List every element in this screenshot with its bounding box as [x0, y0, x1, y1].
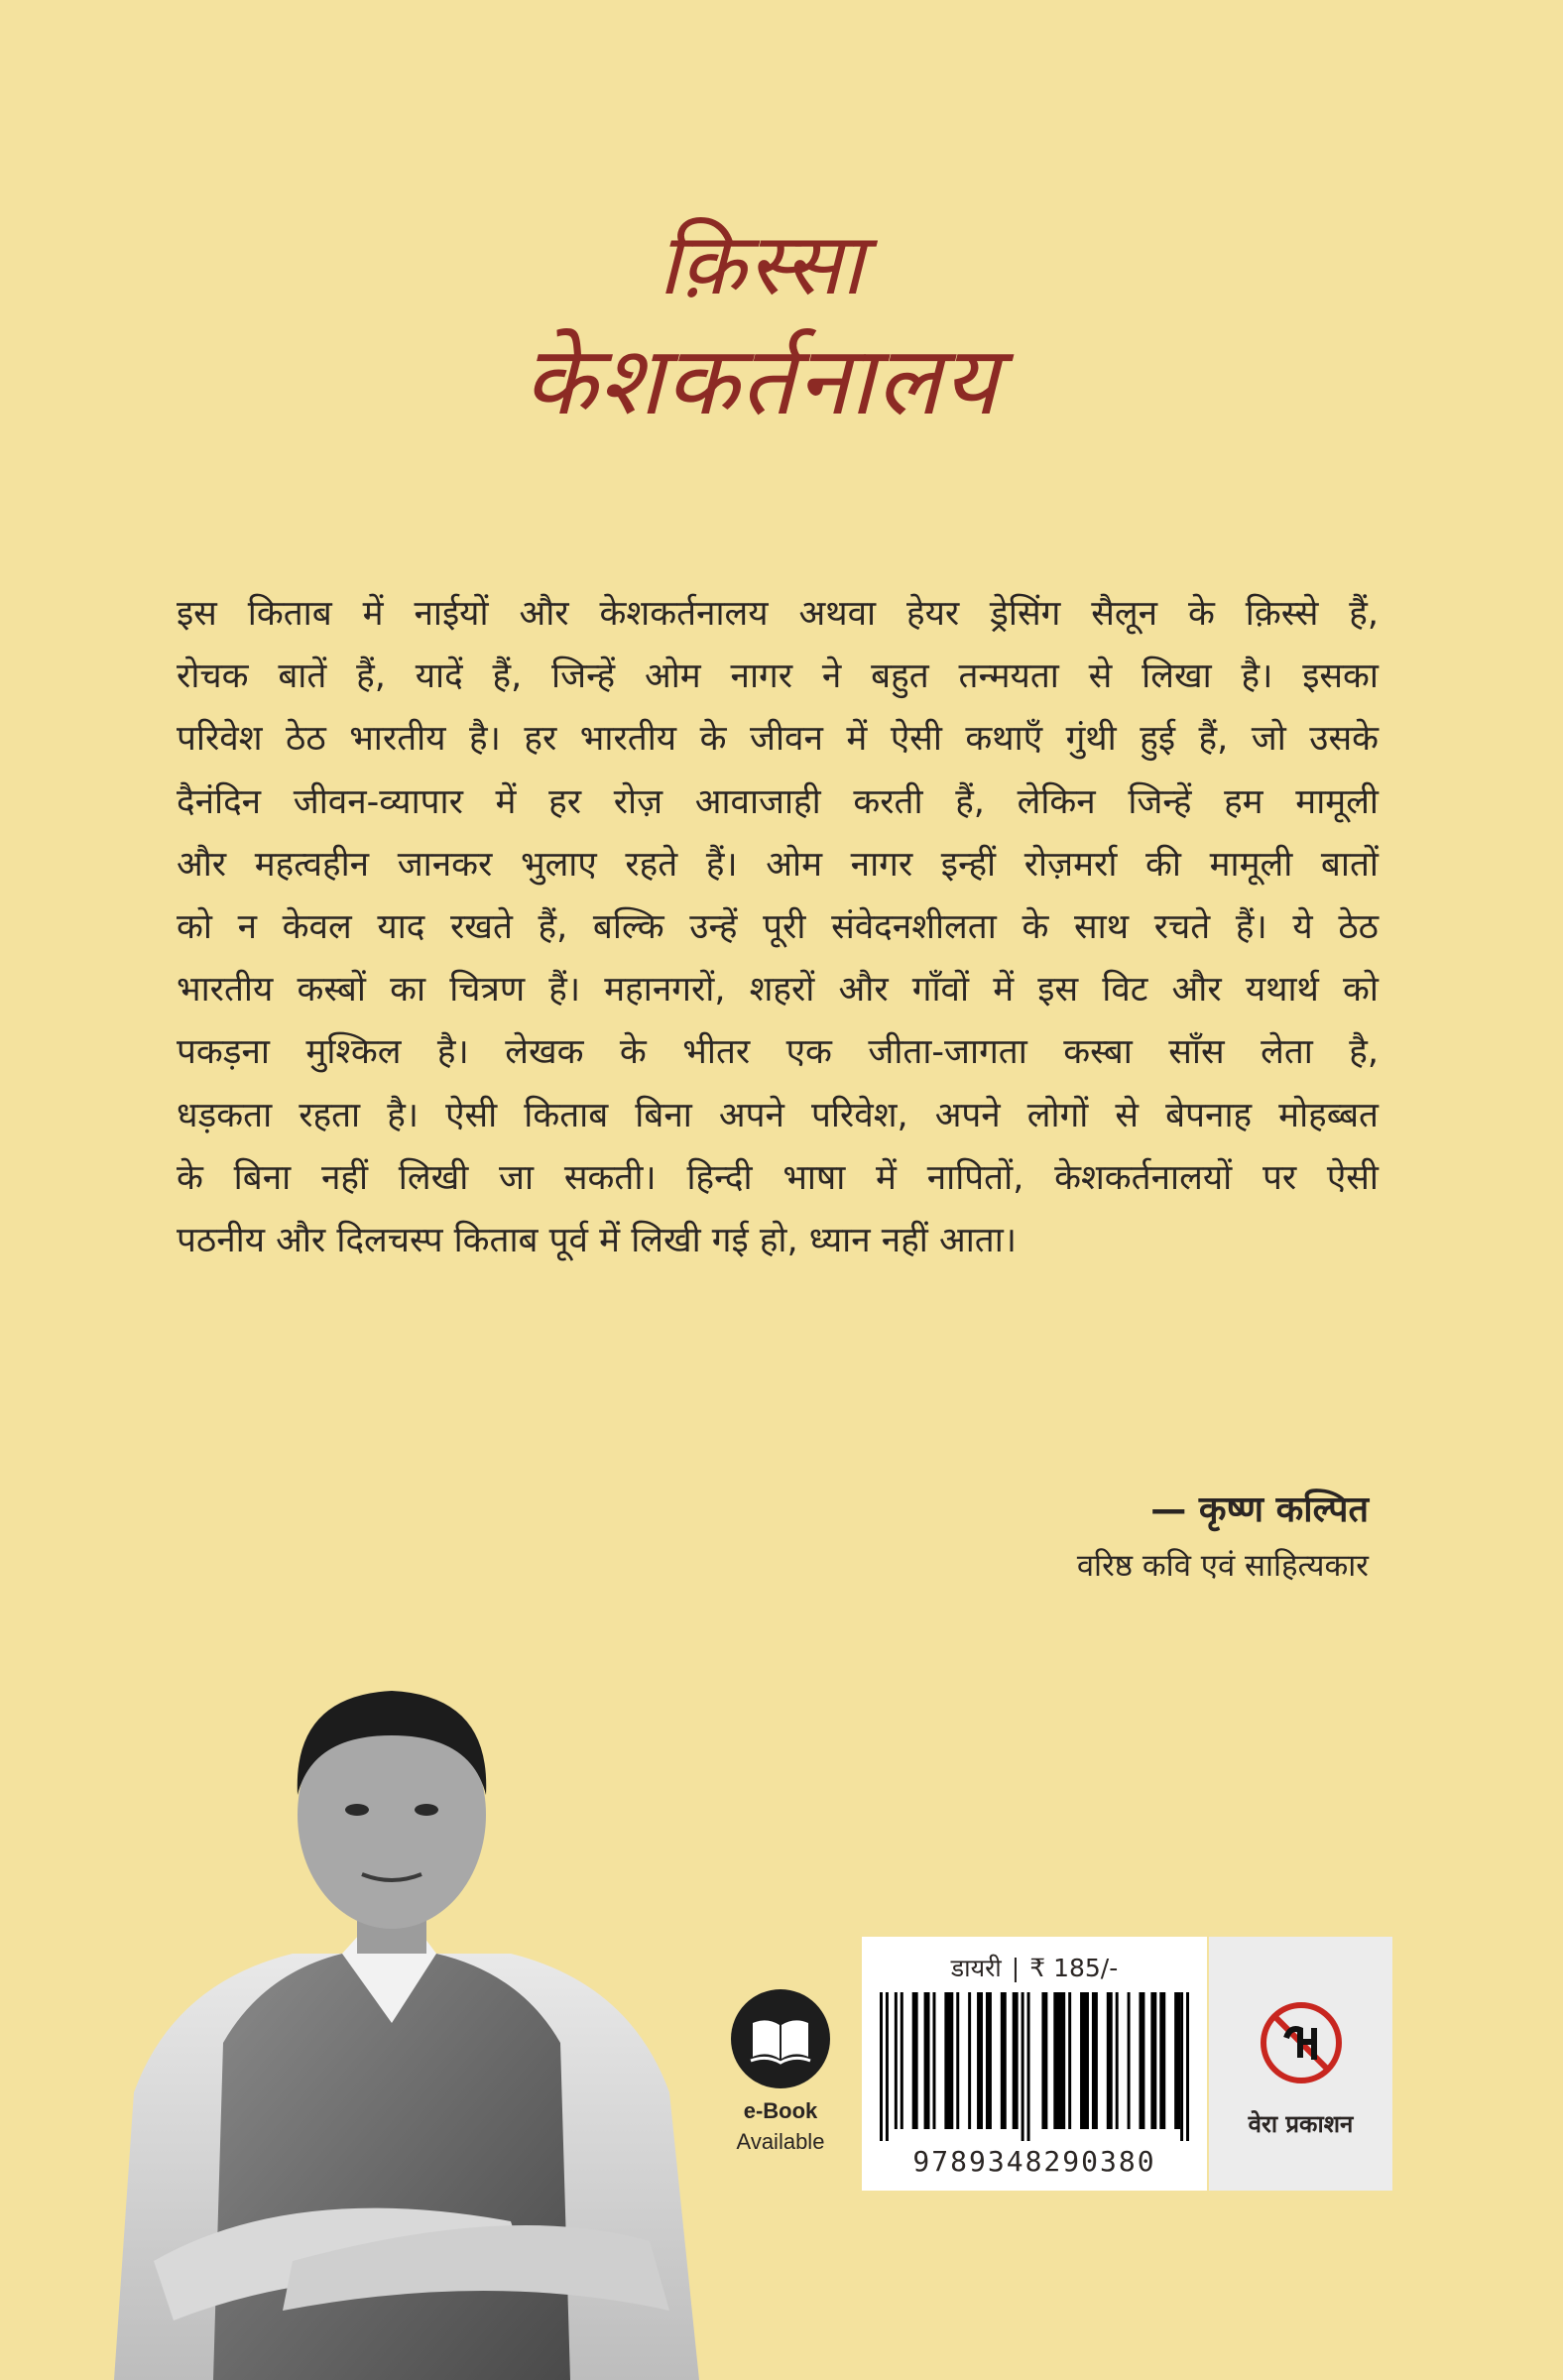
barcode-bar	[1128, 1992, 1131, 2129]
barcode-bar	[924, 1992, 930, 2129]
barcode-bar	[886, 1992, 889, 2141]
blurb-line: दैनंदिन जीवन-व्यापार में हर रोज़ आवाजाही करती हैं, लेकिन जिन्हें हम मामूली	[177, 781, 1379, 822]
blurb-line: भारतीय कस्बों का चित्रण हैं। महानगरों, शहरों और गाँवों में इस विट और यथार्थ को	[177, 970, 1379, 1011]
blurb-line: के बिना नहीं लिखी जा सकती। हिन्दी भाषा में नापितों, केशकर्तनालयों पर ऐसी	[177, 1157, 1379, 1198]
barcode-bar	[880, 1992, 883, 2141]
open-book-icon	[731, 1989, 830, 2088]
barcode-bar	[932, 1992, 935, 2129]
ebook-label: e-Book	[743, 2098, 818, 2123]
barcode-bar	[1013, 1992, 1019, 2129]
barcode-bar	[1107, 1992, 1113, 2129]
attribution-name: — कृष्ण कल्पित	[1150, 1489, 1369, 1530]
ebook-available: Available	[736, 2129, 825, 2154]
barcode-bar	[944, 1992, 953, 2129]
barcode-bar	[956, 1992, 959, 2129]
author-photo	[94, 1626, 709, 2380]
barcode-bar	[986, 1992, 992, 2129]
isbn-digits: 9789348290380	[912, 2145, 1156, 2178]
barcode-bar	[895, 1992, 898, 2129]
barcode-bar	[1092, 1992, 1098, 2129]
barcode-bar	[1053, 1992, 1065, 2129]
publisher-box	[1209, 1937, 1392, 2191]
barcode-header: डायरी | ₹ 185/-	[950, 1954, 1119, 1982]
blurb-line: धड़कता रहता है। ऐसी किताब बिना अपने परिवेश, अपने लोगों से बेपनाह मोहब्बत	[177, 1095, 1379, 1135]
book-price: ₹ 185/-	[1029, 1954, 1119, 1982]
blurb-text	[177, 583, 1379, 1272]
book-title-line-2: केशकर्तनालय	[523, 325, 1001, 436]
attribution-role: वरिष्ठ कवि एवं साहित्यकार	[1076, 1548, 1369, 1584]
barcode-bar	[1180, 1992, 1183, 2141]
barcode-bar	[1001, 1992, 1007, 2129]
barcode-bar	[968, 1992, 971, 2129]
barcode-bar	[1027, 1992, 1030, 2141]
publisher-name: वेरा प्रकाशन	[1248, 2110, 1354, 2138]
publisher-logo-icon	[1257, 1998, 1346, 2087]
blurb-line: पठनीय और दिलचस्प किताब पूर्व में लिखी गई हो, ध्यान नहीं आता।	[177, 1221, 1018, 1261]
barcode-bar	[901, 1992, 903, 2129]
barcode-bar	[1186, 1992, 1189, 2141]
blurb-line: परिवेश ठेठ भारतीय है। हर भारतीय के जीवन में ऐसी कथाएँ गुंथी हुई हैं, जो उसके	[177, 719, 1379, 760]
ebook-badge	[731, 1989, 830, 2088]
book-category: डायरी	[950, 1954, 1002, 1982]
barcode-bars	[880, 1992, 1189, 2141]
book-title-line-1: क़िस्सा	[658, 215, 866, 314]
barcode-bar	[1068, 1992, 1071, 2129]
blurb-line: इस किताब में नाईयों और केशकर्तनालय अथवा हेयर ड्रेसिंग सैलून के क़िस्से हैं,	[177, 594, 1379, 634]
blurb-line: पकड़ना मुश्किल है। लेखक के भीतर एक जीता-जागता कस्बा साँस लेता है,	[177, 1032, 1379, 1073]
blurb-line: और महत्वहीन जानकर भुलाए रहते हैं। ओम नागर इन्हीं रोज़मर्रा की मामूली बातों	[177, 844, 1379, 885]
blurb-line: को न केवल याद रखते हैं, बल्कि उन्हें पूरी संवेदनशीलता के साथ रचते हैं। ये ठेठ	[177, 907, 1379, 948]
barcode-bar	[1080, 1992, 1089, 2129]
barcode-bar	[1041, 1992, 1047, 2129]
barcode-bar	[1174, 1992, 1180, 2129]
blurb-line: रोचक बातें हैं, यादें हैं, जिन्हें ओम नागर ने बहुत तन्मयता से लिखा है। इसका	[177, 656, 1379, 697]
barcode-bar	[977, 1992, 983, 2129]
barcode-bar	[1139, 1992, 1144, 2129]
barcode-bar	[1150, 1992, 1156, 2129]
barcode-bar	[912, 1992, 918, 2129]
barcode-bar	[1159, 1992, 1165, 2129]
barcode-bar	[1022, 1992, 1024, 2141]
barcode-box	[862, 1937, 1207, 2191]
barcode-bar	[1116, 1992, 1119, 2129]
